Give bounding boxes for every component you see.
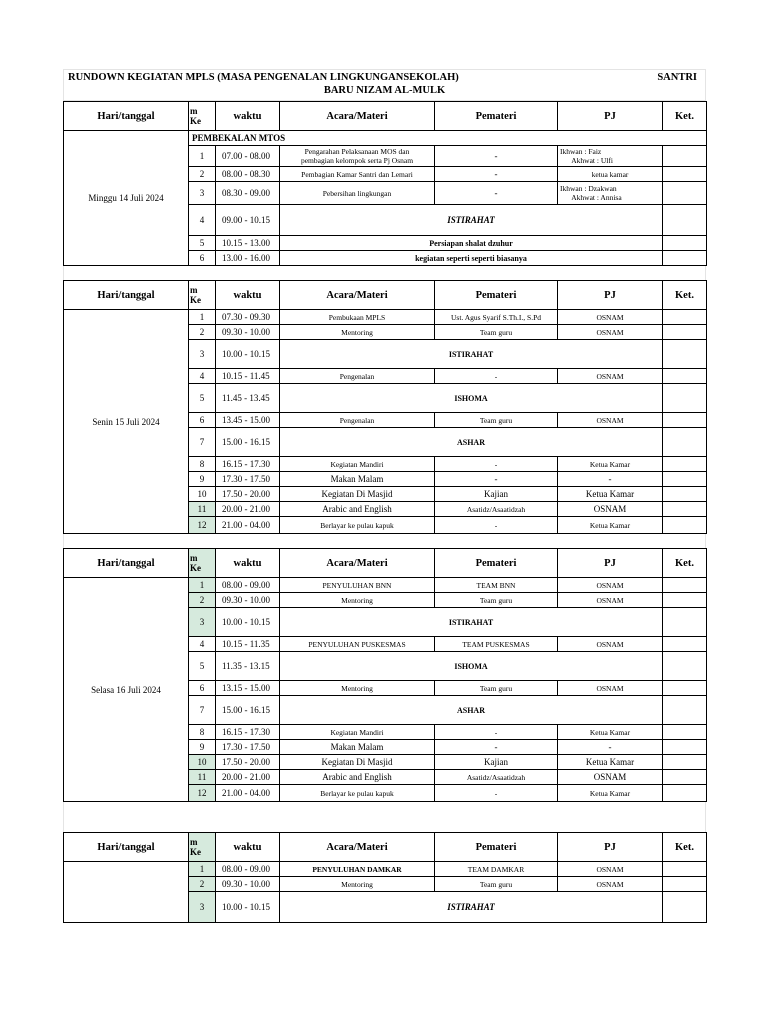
- row-no: 3: [189, 182, 216, 205]
- row-pj: Ikhwan : Dzakwan Akhwat : Annisa: [558, 182, 663, 205]
- row-ket: [663, 457, 707, 472]
- row-ket: [663, 862, 707, 877]
- title-santri: SANTRI: [657, 72, 697, 83]
- row-no: 11: [189, 502, 216, 517]
- row-speaker: Team guru: [435, 681, 558, 696]
- row-time: 09.00 - 10.15: [216, 205, 280, 236]
- header-no: m Ke: [189, 281, 216, 310]
- spacer: [63, 266, 706, 280]
- header-activity: Acara/Materi: [280, 281, 435, 310]
- row-pj: OSNAM: [558, 325, 663, 340]
- section-row: [64, 131, 707, 146]
- row-ket: [663, 384, 707, 413]
- row-speaker: TEAM BNN: [435, 578, 558, 593]
- row-no: 2: [189, 877, 216, 892]
- header-no: m Ke: [189, 833, 216, 862]
- row-no: 12: [189, 517, 216, 534]
- table-row: [64, 578, 707, 593]
- row-pj: Ikhwan : Faiz Akhwat : Ulfi: [558, 146, 663, 167]
- header-no: m Ke: [189, 102, 216, 131]
- row-activity: Makan Malam: [280, 740, 435, 755]
- row-time: 10.00 - 10.15: [216, 340, 280, 369]
- row-activity: Kegiatan Di Masjid: [280, 755, 435, 770]
- row-no: 3: [189, 608, 216, 637]
- row-speaker: -: [435, 167, 558, 182]
- row-pj: ketua kamar: [558, 167, 663, 182]
- row-pj: Ketua Kamar: [558, 725, 663, 740]
- header-activity: Acara/Materi: [280, 833, 435, 862]
- row-speaker: -: [435, 785, 558, 802]
- row-pj: OSNAM: [558, 593, 663, 608]
- row-break: ISHOMA: [280, 652, 663, 681]
- row-no: 1: [189, 578, 216, 593]
- row-ket: [663, 310, 707, 325]
- spacer: [63, 802, 706, 832]
- row-time: 08.30 - 09.00: [216, 182, 280, 205]
- row-time: 10.00 - 10.15: [216, 892, 280, 923]
- day-date: [64, 862, 189, 923]
- row-no: 11: [189, 770, 216, 785]
- header-speaker: Pemateri: [435, 833, 558, 862]
- header-pj: PJ: [558, 833, 663, 862]
- row-ket: [663, 205, 707, 236]
- row-ket: [663, 236, 707, 251]
- row-pj: OSNAM: [558, 770, 663, 785]
- row-ket: [663, 593, 707, 608]
- spacer: [63, 534, 706, 548]
- row-speaker: -: [435, 725, 558, 740]
- row-ket: [663, 472, 707, 487]
- row-activity: Arabic and English: [280, 502, 435, 517]
- header-activity: Acara/Materi: [280, 549, 435, 578]
- row-time: 11.35 - 13.15: [216, 652, 280, 681]
- row-ket: [663, 770, 707, 785]
- row-ket: [663, 413, 707, 428]
- row-ket: [663, 637, 707, 652]
- row-no: 5: [189, 384, 216, 413]
- row-no: 10: [189, 755, 216, 770]
- row-pj: Ketua Kamar: [558, 517, 663, 534]
- row-speaker: Ust. Agus Syarif S.Th.I., S.Pd: [435, 310, 558, 325]
- title-line-1: RUNDOWN KEGIATAN MPLS (MASA PENGENALAN LINGKUNGANSEKOLAH): [68, 72, 459, 83]
- row-time: 13.15 - 15.00: [216, 681, 280, 696]
- row-ket: [663, 681, 707, 696]
- row-activity: Kegiatan Mandiri: [280, 725, 435, 740]
- row-pj: OSNAM: [558, 637, 663, 652]
- row-speaker: -: [435, 472, 558, 487]
- row-activity: Mentoring: [280, 877, 435, 892]
- row-speaker: Team guru: [435, 877, 558, 892]
- row-ket: [663, 340, 707, 369]
- row-activity: Pengenalan: [280, 413, 435, 428]
- row-activity: Pembukaan MPLS: [280, 310, 435, 325]
- row-time: 10.00 - 10.15: [216, 608, 280, 637]
- row-no: 1: [189, 310, 216, 325]
- row-break: ISTIRAHAT: [280, 892, 663, 923]
- table-row: [64, 310, 707, 325]
- row-ket: [663, 578, 707, 593]
- row-no: 6: [189, 251, 216, 266]
- row-time: 09.30 - 10.00: [216, 593, 280, 608]
- header-pj: PJ: [558, 549, 663, 578]
- row-no: 5: [189, 236, 216, 251]
- row-time: 09.30 - 10.00: [216, 877, 280, 892]
- row-speaker: Kajian: [435, 487, 558, 502]
- row-activity: Makan Malam: [280, 472, 435, 487]
- row-no: 9: [189, 472, 216, 487]
- rundown-document: [63, 69, 706, 923]
- row-time: 13.00 - 16.00: [216, 251, 280, 266]
- row-pj: OSNAM: [558, 862, 663, 877]
- day-date: Minggu 14 Juli 2024: [64, 131, 189, 266]
- row-activity: Arabic and English: [280, 770, 435, 785]
- row-ket: [663, 146, 707, 167]
- row-time: 17.30 - 17.50: [216, 740, 280, 755]
- row-time: 07.00 - 08.00: [216, 146, 280, 167]
- row-speaker: -: [435, 369, 558, 384]
- row-time: 21.00 - 04.00: [216, 517, 280, 534]
- row-no: 2: [189, 325, 216, 340]
- row-break: ASHAR: [280, 428, 663, 457]
- header-time: waktu: [216, 281, 280, 310]
- row-break: ISTIRAHAT: [280, 205, 663, 236]
- row-time: 17.50 - 20.00: [216, 487, 280, 502]
- day-date: Selasa 16 Juli 2024: [64, 578, 189, 802]
- row-ket: [663, 487, 707, 502]
- row-ket: [663, 877, 707, 892]
- row-no: 3: [189, 892, 216, 923]
- row-pj: OSNAM: [558, 413, 663, 428]
- schedule-table-day3: [63, 548, 707, 802]
- row-time: 08.00 - 09.00: [216, 862, 280, 877]
- row-no: 2: [189, 593, 216, 608]
- row-ket: [663, 608, 707, 637]
- header-speaker: Pemateri: [435, 281, 558, 310]
- row-break: Persiapan shalat dzuhur: [280, 236, 663, 251]
- row-activity: PENYULUHAN DAMKAR: [280, 862, 435, 877]
- row-time: 10.15 - 11.35: [216, 637, 280, 652]
- row-activity: Mentoring: [280, 325, 435, 340]
- header-pj: PJ: [558, 102, 663, 131]
- day-date: Senin 15 Juli 2024: [64, 310, 189, 534]
- row-speaker: Team guru: [435, 413, 558, 428]
- row-time: 07.30 - 09.30: [216, 310, 280, 325]
- table-header-row: [64, 833, 707, 862]
- row-break: ASHAR: [280, 696, 663, 725]
- header-time: waktu: [216, 102, 280, 131]
- row-pj: OSNAM: [558, 877, 663, 892]
- row-pj: Ketua Kamar: [558, 457, 663, 472]
- row-break: ISTIRAHAT: [280, 340, 663, 369]
- schedule-table-day4: [63, 832, 707, 923]
- row-pj: -: [558, 740, 663, 755]
- row-speaker: Team guru: [435, 593, 558, 608]
- table-row: [64, 862, 707, 877]
- row-no: 8: [189, 725, 216, 740]
- row-speaker: Asatidz/Asaatidzah: [435, 502, 558, 517]
- row-no: 2: [189, 167, 216, 182]
- row-no: 4: [189, 205, 216, 236]
- row-time: 17.50 - 20.00: [216, 755, 280, 770]
- row-time: 13.45 - 15.00: [216, 413, 280, 428]
- row-pj: Ketua Kamar: [558, 755, 663, 770]
- row-no: 10: [189, 487, 216, 502]
- row-time: 08.00 - 09.00: [216, 578, 280, 593]
- row-time: 17.30 - 17.50: [216, 472, 280, 487]
- row-no: 9: [189, 740, 216, 755]
- row-no: 6: [189, 681, 216, 696]
- table-header-row: [64, 102, 707, 131]
- row-no: 1: [189, 862, 216, 877]
- row-time: 10.15 - 11.45: [216, 369, 280, 384]
- row-time: 20.00 - 21.00: [216, 502, 280, 517]
- header-time: waktu: [216, 549, 280, 578]
- header-speaker: Pemateri: [435, 549, 558, 578]
- row-pj: OSNAM: [558, 502, 663, 517]
- row-time: 09.30 - 10.00: [216, 325, 280, 340]
- row-no: 5: [189, 652, 216, 681]
- row-pj: OSNAM: [558, 578, 663, 593]
- row-no: 7: [189, 428, 216, 457]
- row-speaker: -: [435, 182, 558, 205]
- row-ket: [663, 182, 707, 205]
- row-no: 4: [189, 369, 216, 384]
- header-activity: Acara/Materi: [280, 102, 435, 131]
- row-pj: Ketua Kamar: [558, 487, 663, 502]
- row-no: 6: [189, 413, 216, 428]
- row-no: 8: [189, 457, 216, 472]
- row-activity: PENYULUHAN PUSKESMAS: [280, 637, 435, 652]
- row-speaker: -: [435, 146, 558, 167]
- schedule-table-day2: [63, 280, 707, 534]
- row-pj: -: [558, 472, 663, 487]
- row-time: 15.00 - 16.15: [216, 428, 280, 457]
- header-ket: Ket.: [663, 549, 707, 578]
- row-ket: [663, 517, 707, 534]
- schedule-table-day1: [63, 101, 707, 266]
- row-time: 16.15 - 17.30: [216, 457, 280, 472]
- row-time: 16.15 - 17.30: [216, 725, 280, 740]
- row-ket: [663, 652, 707, 681]
- row-time: 21.00 - 04.00: [216, 785, 280, 802]
- row-activity: Berlayar ke pulau kapuk: [280, 785, 435, 802]
- row-speaker: Team guru: [435, 325, 558, 340]
- row-pj: OSNAM: [558, 310, 663, 325]
- row-time: 20.00 - 21.00: [216, 770, 280, 785]
- row-break: kegiatan seperti seperti biasanya: [280, 251, 663, 266]
- row-activity: Kegiatan Di Masjid: [280, 487, 435, 502]
- header-ket: Ket.: [663, 281, 707, 310]
- row-break: ISTIRAHAT: [280, 608, 663, 637]
- row-activity: Pengarahan Pelaksanaan MOS dan pembagian kelompok serta Pj Osnam: [280, 146, 435, 167]
- row-activity: Pebersihan lingkungan: [280, 182, 435, 205]
- row-pj: OSNAM: [558, 681, 663, 696]
- row-time: 08.00 - 08.30: [216, 167, 280, 182]
- row-no: 12: [189, 785, 216, 802]
- header-day: Hari/tanggal: [64, 102, 189, 131]
- row-speaker: -: [435, 740, 558, 755]
- row-activity: Berlayar ke pulau kapuk: [280, 517, 435, 534]
- header-no: m Ke: [189, 549, 216, 578]
- table-header-row: [64, 281, 707, 310]
- row-break: ISHOMA: [280, 384, 663, 413]
- row-activity: Kegiatan Mandiri: [280, 457, 435, 472]
- header-day: Hari/tanggal: [64, 833, 189, 862]
- row-activity: PENYULUHAN BNN: [280, 578, 435, 593]
- row-no: 1: [189, 146, 216, 167]
- row-pj: OSNAM: [558, 369, 663, 384]
- row-activity: Mentoring: [280, 593, 435, 608]
- title-line-2: BARU NIZAM AL-MULK: [323, 85, 446, 96]
- row-ket: [663, 696, 707, 725]
- header-day: Hari/tanggal: [64, 549, 189, 578]
- row-ket: [663, 740, 707, 755]
- row-time: 15.00 - 16.15: [216, 696, 280, 725]
- row-ket: [663, 892, 707, 923]
- row-speaker: Asatidz/Asaatidzah: [435, 770, 558, 785]
- row-speaker: -: [435, 517, 558, 534]
- table-header-row: [64, 549, 707, 578]
- document-title-block: [63, 69, 706, 101]
- row-ket: [663, 725, 707, 740]
- row-time: 10.15 - 13.00: [216, 236, 280, 251]
- header-ket: Ket.: [663, 102, 707, 131]
- row-ket: [663, 502, 707, 517]
- row-speaker: TEAM DAMKAR: [435, 862, 558, 877]
- row-activity: Mentoring: [280, 681, 435, 696]
- row-time: 11.45 - 13.45: [216, 384, 280, 413]
- header-pj: PJ: [558, 281, 663, 310]
- row-speaker: -: [435, 457, 558, 472]
- header-speaker: Pemateri: [435, 102, 558, 131]
- row-ket: [663, 325, 707, 340]
- row-ket: [663, 755, 707, 770]
- row-ket: [663, 167, 707, 182]
- row-no: 4: [189, 637, 216, 652]
- row-no: 3: [189, 340, 216, 369]
- row-no: 7: [189, 696, 216, 725]
- header-ket: Ket.: [663, 833, 707, 862]
- row-ket: [663, 251, 707, 266]
- header-day: Hari/tanggal: [64, 281, 189, 310]
- row-activity: Pengenalan: [280, 369, 435, 384]
- row-ket: [663, 428, 707, 457]
- section-title: PEMBEKALAN MTOS: [189, 131, 707, 146]
- row-pj: Ketua Kamar: [558, 785, 663, 802]
- header-time: waktu: [216, 833, 280, 862]
- row-speaker: Kajian: [435, 755, 558, 770]
- row-activity: Pembagian Kamar Santri dan Lemari: [280, 167, 435, 182]
- row-ket: [663, 369, 707, 384]
- row-speaker: TEAM PUSKESMAS: [435, 637, 558, 652]
- row-ket: [663, 785, 707, 802]
